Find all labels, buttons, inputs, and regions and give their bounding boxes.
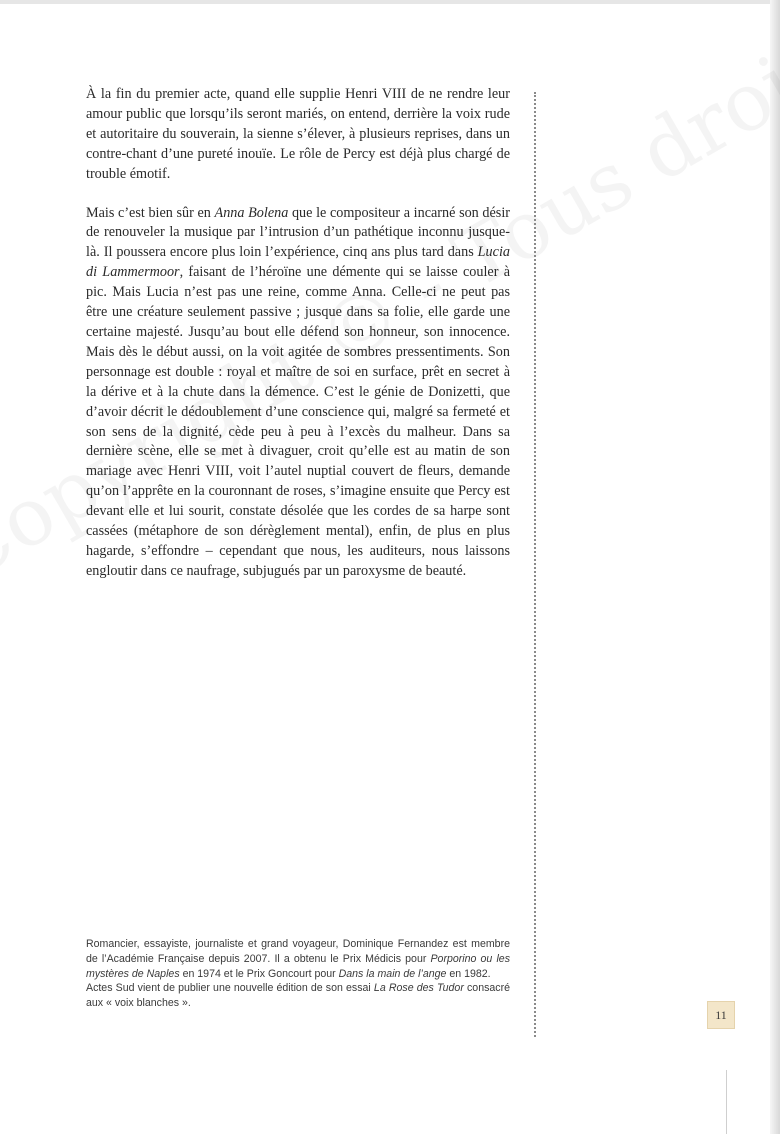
author-bio [86, 937, 510, 1011]
page-right-edge [770, 0, 780, 1134]
article-body [86, 85, 510, 582]
paragraph-1-text: À la fin du premier acte, quand elle supplie Henri VIII de ne rendre leur amour public que lorsqu’ils seront mariés, on entend, derrière la voix rude et autoritaire du souverain, la sienne s’élever, à plusieurs reprises, dans un contre-chant d’une pureté inouïe. Le rôle de Percy est déjà plus chargé de trouble émotif. [86, 86, 510, 182]
book-title-rose-des-tudor: La Rose des Tudor [373, 982, 464, 995]
bio-paragraph-2 [86, 981, 510, 1011]
page-number: 11 [707, 1001, 735, 1029]
opera-title-lucia: Lucia di Lammermoor [86, 244, 510, 281]
page-top-edge [0, 0, 780, 4]
paragraph-2-text-b: que le compositeur a incarné son désir de renouveler la musique par l’intrusion d’un pathétique inconnu jusque-là. Il poussera encore plus loin l’expérience, cinq ans plus tard dans [86, 204, 510, 261]
opera-title-anna-bolena: Anna Bolena [214, 204, 289, 221]
bio-text-e: consacré aux « voix blanches ». [86, 982, 510, 1010]
book-title-porporino: Porporino ou les mystères de Naples [86, 952, 510, 980]
paragraph-1 [86, 85, 510, 185]
paragraph-2-text-c: , faisant de l’héroïne une démente qui se laisse couler à pic. Mais Lucia n’est pas une reine, comme Anna. Celle-ci ne peut pas être une créature seulement passive ; jusque dans sa folie, elle garde une certaine majesté. Jusqu’au bout elle défend son honneur, son innocence. Mais dès le début aussi, on la voit agitée de sombres pressentiments. Son personnage est double : royal et maître de soi en surface, prêt en secret à la dérive et à la chute dans la démence. C’est le génie de Donizetti, que d’avoir décrit le dédoublement d’une conscience qui, malgré sa fermeté et son sens de la dignité, cède peu à peu à l’excès du malheur. Dans sa dernière scène, elle se met à divaguer, croit qu’elle est au matin de son mariage avec Henri VIII, voit l’autel nuptial couvert de fleurs, demande qu’on l’apprête en la couronnant de roses, s’imagine ensuite que Percy est devant elle et lui sourit, constate désolée que les cordes de sa harpe sont cassées (métaphore de son dérèglement mental), enfin, de plus en plus hagarde, s’effondre – cependant que nous, les auditeurs, nous laissons engloutir dans ce naufrage, subjugués par un paroxysme de beauté. [86, 264, 510, 579]
paragraph-2 [86, 204, 510, 582]
page-edge-line [726, 1070, 727, 1134]
book-title-dans-la-main: Dans la main de l’ange [338, 967, 447, 980]
bio-text-d: Actes Sud vient de publier une nouvelle édition de son essai [86, 982, 374, 995]
bio-text-c: en 1982. [446, 967, 491, 980]
bio-text-b: en 1974 et le Prix Goncourt pour [179, 967, 339, 980]
dotted-divider [534, 92, 536, 1037]
bio-text-a: Romancier, essayiste, journaliste et grand voyageur, Dominique Fernandez est membre de l’Académie Française depuis 2007. Il a obtenu le Prix Médicis pour [86, 938, 510, 965]
bio-paragraph-1 [86, 937, 510, 981]
paragraph-2-text-a: Mais c’est bien sûr en [86, 204, 215, 221]
